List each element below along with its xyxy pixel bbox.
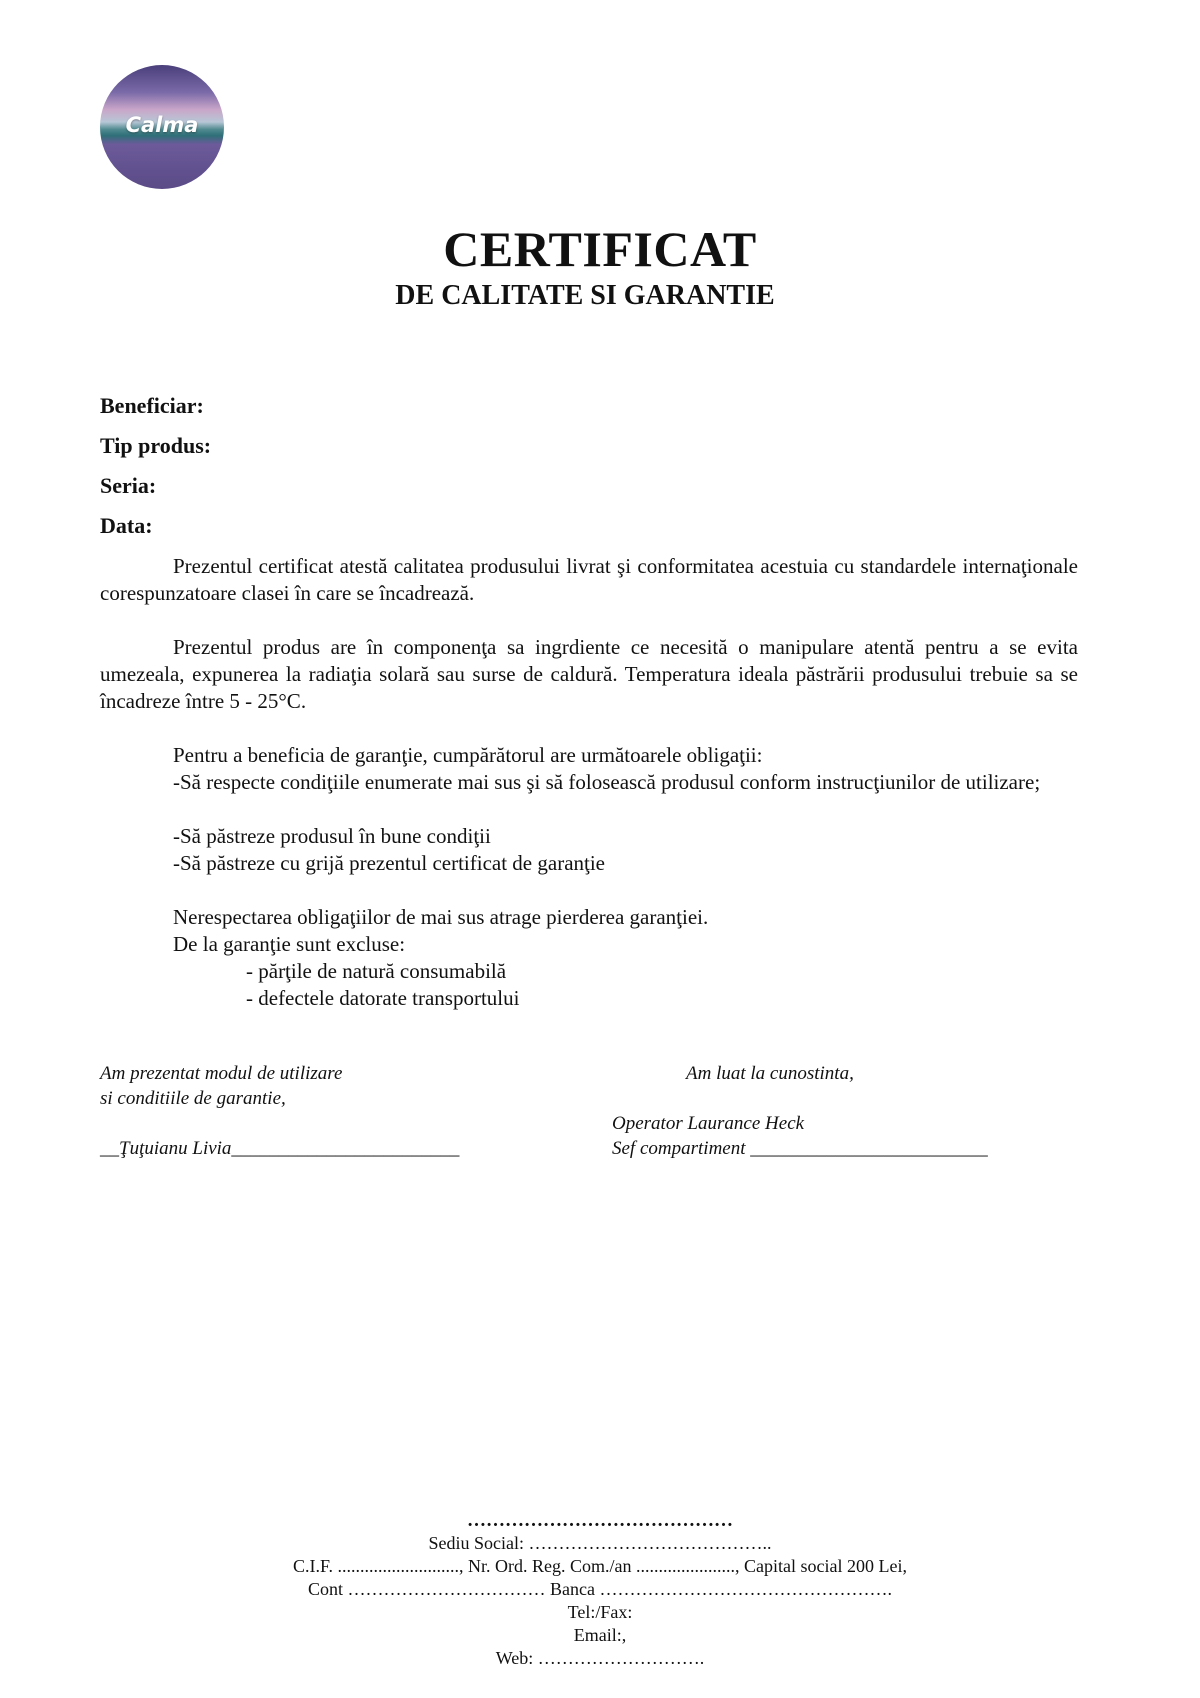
footer-web: Web: ………………………. [495,1648,705,1668]
footer-company: …………………………………… [467,1510,733,1531]
signature-right-signer: Sef compartiment _________________________ [612,1138,988,1159]
signature-right-operator: Operator Laurance Heck [612,1113,805,1134]
warranty-loss-note: Nerespectarea obligaţiilor de mai sus atrage pierderea garanţiei. [173,905,709,929]
logo-brand-text: Calma [125,113,199,137]
field-seria: Seria: [100,473,157,498]
footer-sediu: Sediu Social: ………………………………….. [428,1533,772,1553]
warranty-obligation-1: -Să respecte condiţiile enumerate mai sus şi să folosească produsul conform instrucţiunilor de utilizare; [173,770,1041,794]
field-beneficiar: Beneficiar: [100,393,204,418]
exclusion-item-2: - defectele datorate transportului [246,986,520,1010]
warranty-obligation-2: -Să păstreze produsul în bune condiţii [173,824,491,848]
document-subtitle: DE CALITATE SI GARANTIE [395,280,775,311]
field-tip-produs: Tip produs: [100,433,212,458]
footer-tel: Tel:/Fax: [567,1602,633,1622]
signature-left-signer: __Ţuţuianu Livia________________________ [100,1138,460,1159]
signature-left-line-1: Am prezentat modul de utilizare [100,1063,343,1084]
signature-right-line-1: Am luat la cunostinta, [686,1063,854,1084]
signature-left-line-2: si conditiile de garantie, [100,1088,286,1109]
paragraph-storage: Prezentul produs are în componenţa sa ingrdiente ce necesită o manipulare atentă pentru a se evita umezeala, expunerea la radiaţia solară sau surse de caldură. Temperatura ideala păstrării produsului trebuie sa se încadreze între 5 - 25°C. [100,635,1078,713]
field-data: Data: [100,513,153,538]
warranty-intro: Pentru a beneficia de garanţie, cumpărătorul are următoarele obligaţii: [173,743,763,767]
footer-cif: C.I.F. ..........................., Nr. Ord. Reg. Com./an ......................, Capital social 200 Lei, [292,1556,907,1576]
footer-cont: Cont …………………………… Banca …………………………………………. [308,1579,892,1599]
calma-logo [100,65,224,189]
document-title: CERTIFICAT [443,221,757,277]
warranty-exclusions-heading: De la garanţie sunt excluse: [173,932,406,956]
footer-email: Email:, [573,1625,627,1645]
exclusion-item-1: - părţile de natură consumabilă [246,959,507,983]
warranty-obligation-3: -Să păstreze cu grijă prezentul certificat de garanţie [173,851,606,875]
paragraph-quality: Prezentul certificat atestă calitatea produsului livrat şi conformitatea acestuia cu standardele internaţionale corespunzatoare clasei în care se încadrează. [100,554,1078,605]
